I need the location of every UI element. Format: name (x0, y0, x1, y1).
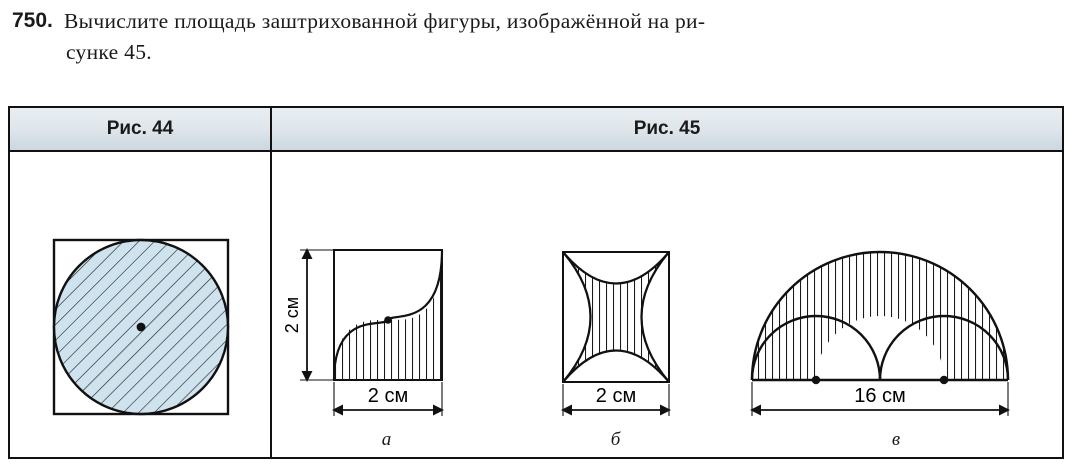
problem-text-line2: сунке 45. (66, 40, 152, 64)
figure-45v-horizontal-dim: 16 см (854, 385, 906, 407)
figure-45a-vertical-dim: 2 см (282, 296, 302, 334)
figure-44-cell (10, 152, 272, 457)
problem-statement (12, 6, 1068, 68)
figure-45-cell (272, 152, 1062, 457)
figure-45b-horizontal-dim: 2 см (595, 385, 637, 407)
header-fig44: Рис. 44 (10, 108, 272, 150)
problem-text (64, 6, 1049, 68)
figure-45b (501, 152, 730, 457)
header-fig45: Рис. 45 (633, 118, 701, 139)
figure-45a-horizontal-dim: 2 см (367, 385, 409, 407)
figure-table-header (10, 108, 1062, 152)
figure-45a-label: а (381, 429, 392, 450)
figure-44-drawing (10, 152, 270, 457)
figure-45v-label: в (891, 429, 901, 450)
figure-table-body (10, 152, 1062, 457)
figure-45a (272, 152, 501, 457)
figure-45v (730, 152, 1062, 457)
problem-text-line1: Вычислите площадь заштрихованной фигуры, изображённой на ри- (64, 9, 706, 33)
figure-table (8, 106, 1064, 459)
problem-number: 750. (12, 9, 53, 32)
figure-45b-label: б (610, 429, 621, 450)
